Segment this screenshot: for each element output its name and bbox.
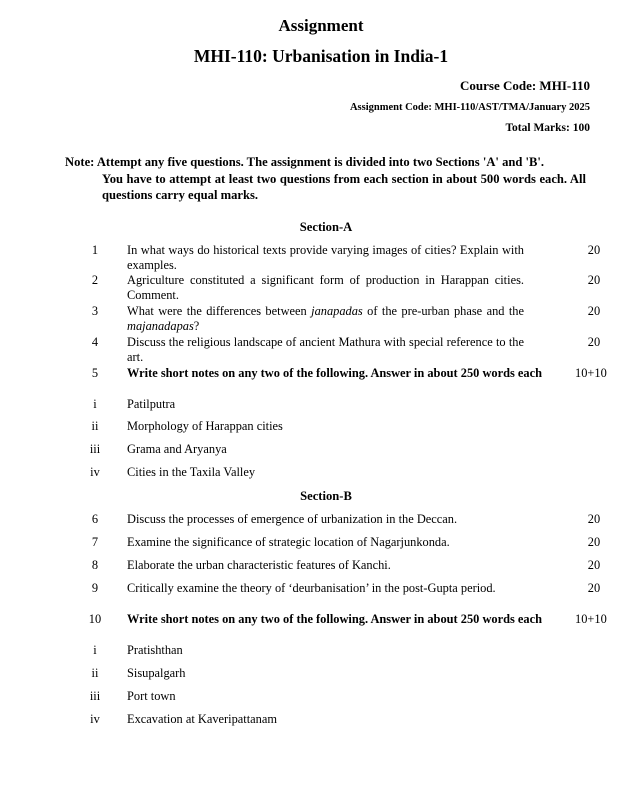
question-text: Discuss the processes of emergence of urbanization in the Deccan. <box>127 512 458 526</box>
question-text: In what ways do historical texts provide varying images of cities? Explain with examples. <box>127 243 524 272</box>
question-text: Examine the significance of strategic location of Nagarjunkonda. <box>127 535 450 549</box>
question-number: 5 <box>91 366 99 380</box>
section-b-heading: Section-B <box>300 489 352 503</box>
section-a-heading: Section-A <box>299 220 353 234</box>
question-text: Critically examine the theory of ‘deurbanisation’ in the post-Gupta period. <box>127 581 496 595</box>
assignment-title: Assignment <box>278 16 364 35</box>
question-number: 9 <box>91 581 99 595</box>
question-marks: 20 <box>587 512 601 526</box>
question-number: 10 <box>88 612 102 626</box>
question-marks: 20 <box>587 535 601 549</box>
question-marks: 10+10 <box>575 366 607 380</box>
question-number: 2 <box>91 273 99 287</box>
question-number: 6 <box>91 512 99 526</box>
question-text: Write short notes on any two of the following. Answer in about 250 words each <box>127 366 542 380</box>
question-text: Agriculture constituted a significant form of production in Harappan cities. Comment. <box>127 273 524 302</box>
note-line-1: Note: Attempt any five questions. The assignment is divided into two Sections 'A' and 'B'. <box>65 155 545 169</box>
question-number: 4 <box>91 335 99 349</box>
question-number: 3 <box>91 304 99 318</box>
question-number: 8 <box>91 558 99 572</box>
question-marks: 20 <box>587 273 601 287</box>
question-text: What were the differences between janapadas of the pre-urban phase and the majanadapas? <box>127 304 524 333</box>
course-title: MHI-110: Urbanisation in India-1 <box>193 46 449 66</box>
note-line-2: You have to attempt at least two questions from each section in about 500 words each. All questions carry equal marks. <box>102 171 586 202</box>
term-majanadapas: majanadapas <box>127 318 194 333</box>
term-janapadas: janapadas <box>311 304 363 318</box>
assignment-code: Assignment Code: MHI-110/AST/TMA/January 2025 <box>349 102 590 113</box>
course-code: Course Code: MHI-110 <box>460 78 590 93</box>
question-text: Elaborate the urban characteristic features of Kanchi. <box>127 558 391 572</box>
total-marks: Total Marks: 100 <box>505 122 590 134</box>
instructions-note <box>65 154 586 204</box>
question-text: Discuss the religious landscape of ancient Mathura with special reference to the art. <box>127 335 524 364</box>
question-marks: 20 <box>587 558 601 572</box>
question-marks: 20 <box>587 304 601 318</box>
question-marks: 20 <box>587 581 601 595</box>
question-marks: 10+10 <box>575 612 607 626</box>
question-marks: 20 <box>587 335 601 349</box>
question-marks: 20 <box>587 243 601 257</box>
question-number: 7 <box>91 535 99 549</box>
question-text: Write short notes on any two of the following. Answer in about 250 words each <box>127 612 542 626</box>
question-number: 1 <box>91 243 99 257</box>
